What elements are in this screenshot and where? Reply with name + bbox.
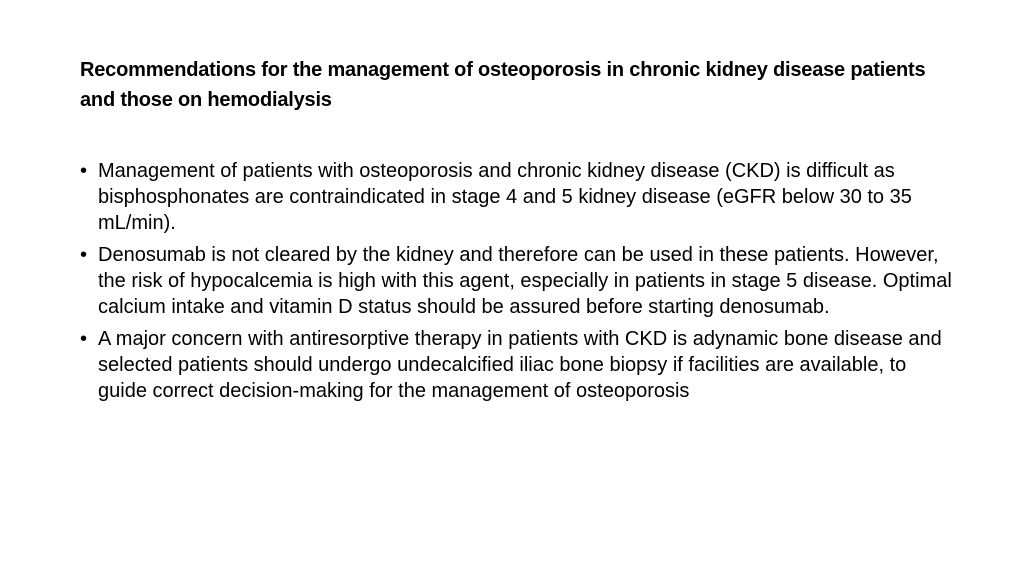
bullet-item <box>80 158 955 236</box>
bullet-list <box>80 158 955 410</box>
bullet-marker: • <box>80 160 88 182</box>
bullet-marker: • <box>80 328 88 350</box>
bullet-text: Denosumab is not cleared by the kidney and therefore can be used in these patients. However, the risk of hypocalcemia is high with this agent, especially in patients in stage 5 disease. Optimal calcium intake and vitamin D status should be assured before starting denosumab. <box>98 244 952 318</box>
bullet-text: A major concern with antiresorptive therapy in patients with CKD is adynamic bone disease and selected patients should undergo undecalcified iliac bone biopsy if facilities are available, to guide correct decision-making for the management of osteoporosis <box>98 328 942 402</box>
bullet-marker: • <box>80 244 88 266</box>
bullet-item <box>80 242 955 320</box>
bullet-item <box>80 326 955 404</box>
slide-title: Recommendations for the management of osteoporosis in chronic kidney disease patients and those on hemodialysis <box>80 59 926 111</box>
bullet-text: Management of patients with osteoporosis and chronic kidney disease (CKD) is difficult as bisphosphonates are contraindicated in stage 4 and 5 kidney disease (eGFR below 30 to 35 mL/min). <box>98 160 912 234</box>
